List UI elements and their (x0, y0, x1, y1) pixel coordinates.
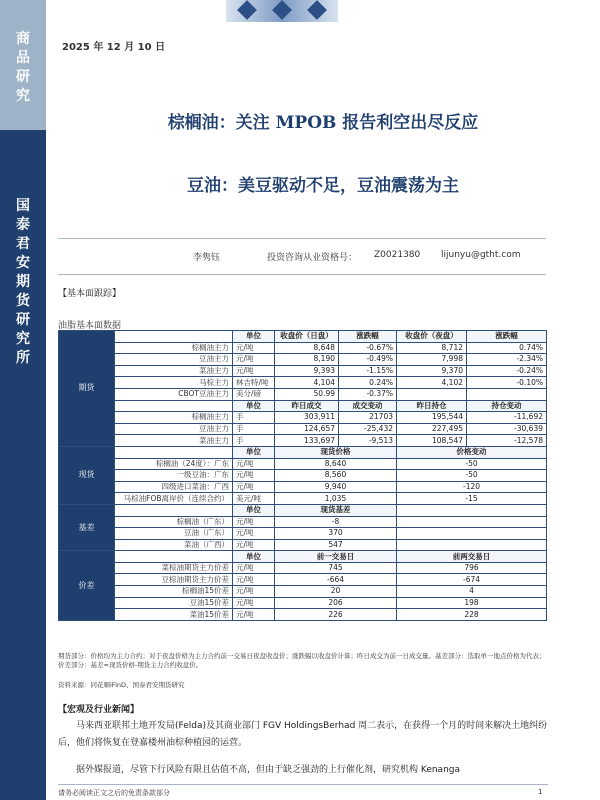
unit-cell: 美元/吨 (233, 493, 275, 505)
header-blank (115, 446, 233, 458)
column-header: 单位 (233, 331, 275, 343)
empty-cell (397, 539, 547, 551)
unit-cell: 元/吨 (233, 597, 275, 609)
value-cell: 206 (275, 597, 397, 609)
column-header: 昨日成交 (275, 400, 339, 412)
value-cell: -30,639 (467, 423, 547, 435)
empty-cell (397, 528, 547, 540)
table-row (59, 435, 547, 447)
row-label: 棕榈油（广东） (115, 516, 233, 528)
row-label: 马棕油FOB离岸价（连续合约） (115, 493, 233, 505)
row-label: 菜油15价差 (115, 609, 233, 621)
table-caption: 油脂基本面数据 (58, 321, 122, 331)
divider (58, 274, 546, 275)
value-cell: 228 (397, 609, 547, 621)
footer-disclaimer: 请务必阅读正文之后的免责条款部分 (58, 789, 170, 797)
cert-number: Z0021380 (374, 250, 421, 260)
unit-cell: 美分/磅 (233, 388, 275, 400)
value-cell: 796 (397, 562, 547, 574)
unit-cell: 元/吨 (233, 481, 275, 493)
column-header: 单位 (233, 400, 275, 412)
value-cell: 133,697 (275, 435, 339, 447)
table-row (59, 528, 547, 540)
value-cell: 8,640 (275, 458, 397, 470)
table-row (59, 470, 547, 482)
table-row (59, 377, 547, 389)
column-header: 现货基差 (275, 504, 397, 516)
group-label-futures: 期货 (59, 331, 115, 447)
value-cell: -50 (397, 470, 547, 482)
table-note: 期货部分：价格均为主力合约；对于夜盘价格为主力合约前一交易日夜盘收盘价；涨跌幅以收盘价计算；昨日成交为前一日成交量。基差部分：选取单一地点价格为代表；价差部分：基差=现货价格-期货主力合约收盘价。 (58, 652, 546, 669)
value-cell: -25,432 (339, 423, 397, 435)
table-row (59, 365, 547, 377)
value-cell: 4 (397, 586, 547, 598)
column-header: 收盘价（日盘） (275, 331, 339, 343)
unit-cell: 手 (233, 435, 275, 447)
table-row (59, 597, 547, 609)
row-label: 菜油（广西） (115, 539, 233, 551)
table-row (59, 609, 547, 621)
sidebar (0, 0, 46, 800)
value-cell: 9,940 (275, 481, 397, 493)
column-header: 昨日持仓 (397, 400, 467, 412)
author-email: lijunyu@gtht.com (441, 250, 521, 260)
column-header: 成交变动 (339, 400, 397, 412)
value-cell: -664 (275, 574, 397, 586)
value-cell: -11,692 (467, 412, 547, 424)
footer-divider (58, 784, 548, 785)
header-blank (115, 331, 233, 343)
value-cell: -8 (275, 516, 397, 528)
value-cell: 20 (275, 586, 397, 598)
value-cell: -0.10% (467, 377, 547, 389)
value-cell: 50.99 (275, 388, 339, 400)
row-label: 棕榈油主力 (115, 342, 233, 354)
unit-cell: 元/吨 (233, 539, 275, 551)
section-macro: 【宏观及行业新闻】 (58, 705, 140, 715)
divider (58, 238, 546, 239)
value-cell: 4,102 (397, 377, 467, 389)
column-header: 持仓变动 (467, 400, 547, 412)
unit-cell: 元/吨 (233, 562, 275, 574)
main-title: 棕榈油：关注 MPOB 报告利空出尽反应 (167, 113, 479, 133)
table-row (59, 562, 547, 574)
value-cell: -15 (397, 493, 547, 505)
value-cell: -120 (397, 481, 547, 493)
header-blank (115, 504, 233, 516)
table-row (59, 342, 547, 354)
header-banner-logo (226, 0, 338, 22)
value-cell: -12,578 (467, 435, 547, 447)
value-cell: 745 (275, 562, 397, 574)
value-cell: 0.74% (467, 342, 547, 354)
row-label: 菜棕油期货主力价差 (115, 562, 233, 574)
news-paragraph-2: 据外媒报道，尽管下行风险有限且估值不高，但由于缺乏强劲的上行催化剂，研究机构 Kenanga (76, 765, 461, 775)
table-row (59, 331, 547, 343)
table-row (59, 354, 547, 366)
report-date: 2025 年 12 月 10 日 (62, 42, 166, 53)
header-blank (115, 400, 233, 412)
value-cell: 8,190 (275, 354, 339, 366)
value-cell: -0.49% (339, 354, 397, 366)
table-row (59, 493, 547, 505)
column-header: 单位 (233, 446, 275, 458)
unit-cell: 手 (233, 412, 275, 424)
value-cell: 108,547 (397, 435, 467, 447)
value-cell: 7,998 (397, 354, 467, 366)
page-number: 1 (538, 788, 543, 796)
sub-title: 豆油：美豆驱动不足，豆油震荡为主 (187, 176, 459, 196)
value-cell: 124,657 (275, 423, 339, 435)
value-cell: 8,560 (275, 470, 397, 482)
row-label: 豆油主力 (115, 423, 233, 435)
group-label-spot: 现货 (59, 446, 115, 504)
news-paragraph-1: 马来西亚联邦土地开发局(Felda)及其商业部门 FGV HoldingsBerhad 周二表示，在获得一个月的时间来解决土地纠纷后，他们将恢复在登嘉楼州油棕种植园的运营。 (58, 721, 548, 748)
unit-cell: 元/吨 (233, 609, 275, 621)
unit-cell: 林吉特/吨 (233, 377, 275, 389)
empty-cell (397, 504, 547, 516)
header-blank (115, 551, 233, 563)
unit-cell: 元/吨 (233, 365, 275, 377)
fundamentals-table (58, 330, 547, 621)
section-fundamentals: 【基本面跟踪】 (58, 289, 122, 299)
value-cell: 227,495 (397, 423, 467, 435)
group-label-basis: 基差 (59, 504, 115, 550)
column-header: 现货价格 (275, 446, 397, 458)
value-cell: 9,393 (275, 365, 339, 377)
value-cell: 0.24% (339, 377, 397, 389)
unit-cell: 元/吨 (233, 528, 275, 540)
row-label: 一级豆油：广东 (115, 470, 233, 482)
value-cell: -50 (397, 458, 547, 470)
value-cell: -0.24% (467, 365, 547, 377)
author-name: 李隽钰 (193, 253, 221, 263)
table-row (59, 400, 547, 412)
value-cell (467, 388, 547, 400)
column-header: 前一交易日 (275, 551, 397, 563)
column-header: 单位 (233, 504, 275, 516)
row-label: 棕榈油15价差 (115, 586, 233, 598)
value-cell: -9,513 (339, 435, 397, 447)
row-label: 马棕主力 (115, 377, 233, 389)
group-label-spread: 价差 (59, 551, 115, 621)
value-cell (397, 388, 467, 400)
value-cell: 370 (275, 528, 397, 540)
value-cell: 8,648 (275, 342, 339, 354)
row-label: CBOT豆油主力 (115, 388, 233, 400)
row-label: 豆棕油期货主力价差 (115, 574, 233, 586)
value-cell: -0.37% (339, 388, 397, 400)
table-row (59, 458, 547, 470)
table-row (59, 446, 547, 458)
unit-cell: 元/吨 (233, 354, 275, 366)
value-cell: 9,370 (397, 365, 467, 377)
unit-cell: 元/吨 (233, 516, 275, 528)
table-row (59, 504, 547, 516)
row-label: 豆油（广东） (115, 528, 233, 540)
column-header: 前两交易日 (397, 551, 547, 563)
column-header: 单位 (233, 551, 275, 563)
row-label: 豆油15价差 (115, 597, 233, 609)
unit-cell: 元/吨 (233, 586, 275, 598)
column-header: 价格变动 (397, 446, 547, 458)
value-cell: 4,104 (275, 377, 339, 389)
cert-label: 投资咨询从业资格号： (267, 253, 358, 263)
value-cell: 195,544 (397, 412, 467, 424)
value-cell: -674 (397, 574, 547, 586)
table-row (59, 423, 547, 435)
value-cell: 8,712 (397, 342, 467, 354)
row-label: 豆油主力 (115, 354, 233, 366)
value-cell: 226 (275, 609, 397, 621)
row-label: 四级进口菜油：广西 (115, 481, 233, 493)
column-header: 收盘价（夜盘） (397, 331, 467, 343)
value-cell: 303,911 (275, 412, 339, 424)
empty-cell (397, 516, 547, 528)
table-row (59, 412, 547, 424)
unit-cell: 元/吨 (233, 470, 275, 482)
row-label: 棕榈油主力 (115, 412, 233, 424)
sidebar-institute: 国 泰 君 安 期 货 研 究 所 (16, 198, 30, 366)
table-row (59, 516, 547, 528)
table-row (59, 551, 547, 563)
table-row (59, 586, 547, 598)
value-cell: 21703 (339, 412, 397, 424)
row-label: 菜油主力 (115, 435, 233, 447)
unit-cell: 元/吨 (233, 342, 275, 354)
table-row (59, 388, 547, 400)
table-row (59, 574, 547, 586)
data-source: 资料来源：同花顺iFinD、国泰君安期货研究 (58, 681, 185, 689)
value-cell: 547 (275, 539, 397, 551)
value-cell: 1,035 (275, 493, 397, 505)
table-row (59, 481, 547, 493)
row-label: 棕榈油（24度）：广东 (115, 458, 233, 470)
unit-cell: 手 (233, 423, 275, 435)
column-header: 涨跌幅 (467, 331, 547, 343)
row-label: 菜油主力 (115, 365, 233, 377)
value-cell: -1.15% (339, 365, 397, 377)
unit-cell: 元/吨 (233, 574, 275, 586)
value-cell: -0.67% (339, 342, 397, 354)
sidebar-category: 商 品 研 究 (16, 31, 30, 104)
value-cell: 198 (397, 597, 547, 609)
column-header: 涨跌幅 (339, 331, 397, 343)
table-row (59, 539, 547, 551)
value-cell: -2.34% (467, 354, 547, 366)
unit-cell: 元/吨 (233, 458, 275, 470)
